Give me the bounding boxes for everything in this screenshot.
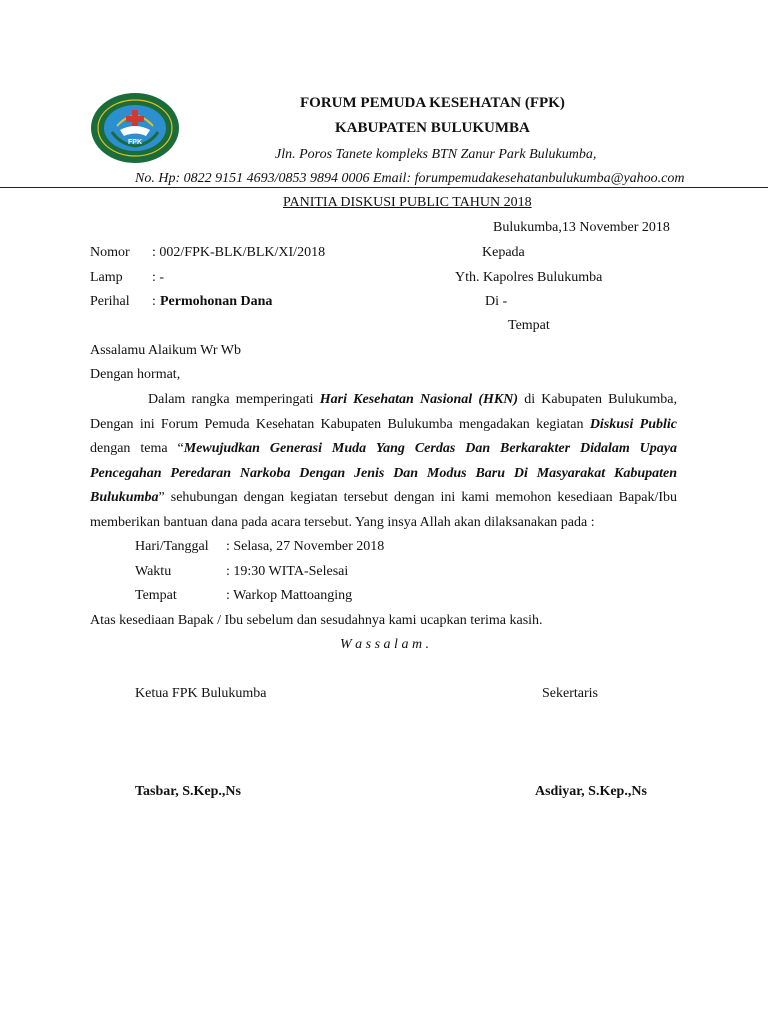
body-text-4: ” sehubungan dengan kegiatan tersebut dengan ini kami memohon kesediaan Bapak/Ibu memberikan bantuan dana pada acara tersebut. Yang insya Allah akan dilaksanakan pada : xyxy=(90,490,677,530)
closing-text: Atas kesediaan Bapak / Ibu sebelum dan sesudahnya kami ucapkan terima kasih. xyxy=(90,613,543,628)
lamp-label: Lamp xyxy=(90,270,123,285)
header-divider xyxy=(0,187,768,188)
schedule-value-place: : Warkop Mattoanging xyxy=(226,588,353,603)
org-name: FORUM PEMUDA KESEHATAN (FPK) xyxy=(300,95,565,111)
right-signatory-title: Sekertaris xyxy=(542,686,598,701)
wassalam: W a s s a l a m . xyxy=(340,637,430,652)
recipient-place: Tempat xyxy=(508,318,550,333)
hkn-emphasis: Hari Kesehatan Nasional (HKN) xyxy=(319,392,519,407)
salutation: Dengan hormat, xyxy=(90,367,181,382)
fpk-logo xyxy=(90,92,180,164)
body-text-1: Dalam rangka memperingati xyxy=(148,392,320,407)
nomor-label: Nomor xyxy=(90,245,130,260)
perihal-value: Permohonan Dana xyxy=(160,294,273,309)
perihal-label: Perihal xyxy=(90,294,130,309)
left-signatory-name: Tasbar, S.Kep.,Ns xyxy=(135,784,241,799)
recipient-to-label: Kepada xyxy=(482,245,525,260)
recipient-di: Di - xyxy=(485,294,508,309)
theme-emphasis: Mewujudkan Generasi Muda Yang Cerdas Dan Berkarakter Didalam Upaya Pencegahan Peredaran Narkoba Dengan Jenis Dan Modus Baru Di Masyarakat Kabupaten Bulukumba xyxy=(90,441,677,505)
greeting: Assalamu Alaikum Wr Wb xyxy=(90,343,241,358)
recipient-name: Yth. Kapolres Bulukumba xyxy=(455,270,603,285)
left-signatory-title: Ketua FPK Bulukumba xyxy=(135,686,267,701)
org-region: KABUPATEN BULUKUMBA xyxy=(335,120,530,136)
perihal-colon: : xyxy=(152,294,156,309)
schedule-label-date: Hari/Tanggal xyxy=(135,539,209,554)
body-paragraph xyxy=(90,388,677,535)
org-contact: No. Hp: 0822 9151 4693/0853 9894 0006 Email: forumpemudakesehatanbulukumba@yahoo.com xyxy=(135,171,685,186)
schedule-value-date: : Selasa, 27 November 2018 xyxy=(226,539,385,554)
place-date: Bulukumba,13 November 2018 xyxy=(493,220,670,235)
body-text-3: dengan tema “ xyxy=(90,441,184,456)
schedule-label-time: Waktu xyxy=(135,564,172,579)
diskusi-emphasis: Diskusi Public xyxy=(589,416,678,432)
nomor-value: : 002/FPK-BLK/BLK/XI/2018 xyxy=(152,245,326,260)
schedule-value-time: : 19:30 WITA-Selesai xyxy=(226,564,349,579)
committee-title: PANITIA DISKUSI PUBLIC TAHUN 2018 xyxy=(283,195,532,210)
body-text-2: di Kabupaten Bulukumba, Dengan ini Forum Pemuda Kesehatan Kabupaten Bulukumba mengadakan kegiatan xyxy=(90,392,677,432)
logo-text: FPK xyxy=(128,139,142,146)
org-address: Jln. Poros Tanete kompleks BTN Zanur Park Bulukumba, xyxy=(275,147,597,162)
schedule-label-place: Tempat xyxy=(135,588,177,603)
right-signatory-name: Asdiyar, S.Kep.,Ns xyxy=(535,784,647,799)
lamp-value: : - xyxy=(152,270,165,285)
